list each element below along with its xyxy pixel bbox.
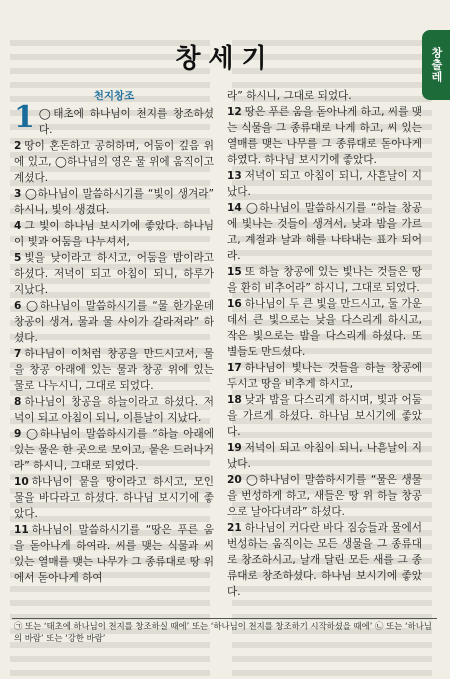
- verse-text: 낮과 밤을 다스리게 하시며, 빛과 어둠을 가르게 하셨다. 하나님 보시기에 좋았다.: [227, 394, 422, 438]
- verse: [14, 100, 214, 138]
- verse-text: 빛을 낮이라고 하시고, 어둠을 밤이라고 하셨다. 저녁이 되고 아침이 되니, 하루가 지났다.: [14, 252, 214, 296]
- verse: [227, 168, 422, 200]
- verse-number: 7: [14, 348, 22, 360]
- verse-number: 3: [14, 188, 22, 200]
- verse-text: 하나님이 두 큰 빛을 만드시고, 둘 가운데서 큰 빛으로는 낮을 다스리게 하시고, 작은 빛으로는 밤을 다스리게 하셨다. 또 별들도 만드셨다.: [227, 298, 422, 358]
- verse-text: 땅이 혼돈하고 공허하며, 어둠이 깊음 위에 있고, ◯하나님의 영은 물 위에 움직이고 계셨다.: [14, 140, 214, 184]
- verse-text: 하나님이 말씀하시기를 “땅은 푸른 움을 돋아나게 하여라. 씨를 맺는 식물과 씨 있는 열매를 맺는 나무가 그 종류대로 땅 위에서 돋아나게 하여: [14, 524, 214, 584]
- verse: [14, 346, 214, 394]
- verse-number: 8: [14, 396, 22, 408]
- verse-number: 14: [227, 202, 242, 214]
- verse: [227, 440, 422, 472]
- footnote-divider: [12, 618, 437, 619]
- book-title: 창세기: [175, 44, 275, 74]
- verse: [14, 522, 214, 586]
- verse-text: 저녁이 되고 아침이 되니, 사흗날이 지났다.: [227, 170, 422, 198]
- verse-text: 하나님이 창공을 하늘이라고 하셨다. 저녁이 되고 아침이 되니, 이튿날이 지났다.: [14, 396, 214, 424]
- verse-number: 18: [227, 394, 242, 406]
- verse: [14, 474, 214, 522]
- verse-text: ◯하나님이 말씀하시기를 “물은 생물을 번성하게 하고, 새들은 땅 위 하늘 창공으로 날아다녀라” 하셨다.: [227, 474, 422, 518]
- verse-text: 하나님이 빛나는 것들을 하늘 창공에 두시고 땅을 비추게 하시고,: [227, 362, 422, 390]
- verse: [227, 104, 422, 168]
- verse: [227, 200, 422, 264]
- verse-number: 21: [227, 522, 242, 534]
- verse-text: 그 빛이 하나님 보시기에 좋았다. 하나님이 빛과 어둠을 나누셔서,: [14, 220, 214, 248]
- verse: [227, 264, 422, 296]
- verse-text: 라” 하시니, 그대로 되었다.: [227, 90, 352, 102]
- verse: [14, 250, 214, 298]
- verse-text: 하나님이 이처럼 창공을 만드시고서, 물을 창공 아래에 있는 물과 창공 위에 있는 물로 나누시니, 그대로 되었다.: [14, 348, 214, 392]
- verse-number: 9: [14, 428, 22, 440]
- chapter-number: 1: [14, 100, 35, 135]
- verse-text: 땅은 푸른 움을 돋아나게 하고, 씨를 맺는 식물을 그 종류대로 나게 하고, 씨 있는 열매를 맺는 나무를 그 종류대로 돋아나게 하였다. 하나님 보시기에 좋았다.: [227, 106, 422, 166]
- verse-text: 하나님이 커다란 바다 짐승들과 물에서 번성하는 움직이는 모든 생물을 그 종류대로 창조하시고, 날개 달린 모든 새를 그 종류대로 창조하셨다. 하나님 보시기에 좋았다.: [227, 522, 422, 598]
- verse-number: 4: [14, 220, 22, 232]
- verse-number: 2: [14, 140, 22, 152]
- section-title: 천지창조: [93, 90, 135, 102]
- footnote: ㉠ 또는 ‘태초에 하나님이 천지를 창조하실 때에’ 또는 ‘하나님이 천지를 창조하기 시작하셨을 때에’ ㉡ 또는 ‘하나님의 바람’ 또는 ‘강한 바람’: [14, 621, 432, 643]
- verse-number: 15: [227, 266, 242, 278]
- verse-number: 17: [227, 362, 242, 374]
- verse-text: ◯하나님이 말씀하시기를 “물 한가운데 창공이 생겨, 물과 물 사이가 갈라져라” 하셨다.: [14, 300, 214, 344]
- verse: [14, 394, 214, 426]
- verse-text: ◯하나님이 말씀하시기를 “빛이 생겨라” 하시니, 빛이 생겼다.: [14, 188, 214, 216]
- verse-number: 5: [14, 252, 22, 264]
- left-column: [14, 88, 214, 586]
- verse-text: 하나님이 뭍을 땅이라고 하시고, 모인 물을 바다라고 하셨다. 하나님 보시기에 좋았다.: [14, 476, 214, 520]
- verse: [14, 186, 214, 218]
- verse: [14, 298, 214, 346]
- verse: [227, 360, 422, 392]
- verse-number: 19: [227, 442, 242, 454]
- verse-number: 6: [14, 300, 22, 312]
- verse: [14, 138, 214, 186]
- verse: [227, 296, 422, 360]
- verse-text: ◯하나님이 말씀하시기를 “하늘 아래에 있는 물은 한 곳으로 모이고, 뭍은 드러나거라” 하시니, 그대로 되었다.: [14, 428, 214, 472]
- verse-number: 16: [227, 298, 242, 310]
- verse: [227, 88, 422, 104]
- verse: [14, 426, 214, 474]
- verse: [227, 472, 422, 520]
- verse-number: 12: [227, 106, 242, 118]
- verse-number: 20: [227, 474, 242, 486]
- verse-number: 10: [14, 476, 29, 488]
- verse-number: 11: [14, 524, 29, 536]
- right-column: [227, 88, 422, 600]
- verse-number: 13: [227, 170, 242, 182]
- verse: [227, 520, 422, 600]
- verse-text: ◯하나님이 말씀하시기를 “하늘 창공에 빛나는 것들이 생겨서, 낮과 밤을 가르고, 계절과 날과 해를 나타내는 표가 되어라.: [227, 202, 422, 262]
- verse-text: 저녁이 되고 아침이 되니, 나흗날이 지났다.: [227, 442, 422, 470]
- verse-text: 또 하늘 창공에 있는 빛나는 것들은 땅을 환히 비추어라” 하시니, 그대로 되었다.: [227, 266, 422, 294]
- verse: [227, 392, 422, 440]
- verse: [14, 218, 214, 250]
- verse-text: ◯태초에 하나님이 천지를 창조하셨다.: [38, 108, 214, 136]
- book-index-tab[interactable]: 창출레: [422, 30, 450, 100]
